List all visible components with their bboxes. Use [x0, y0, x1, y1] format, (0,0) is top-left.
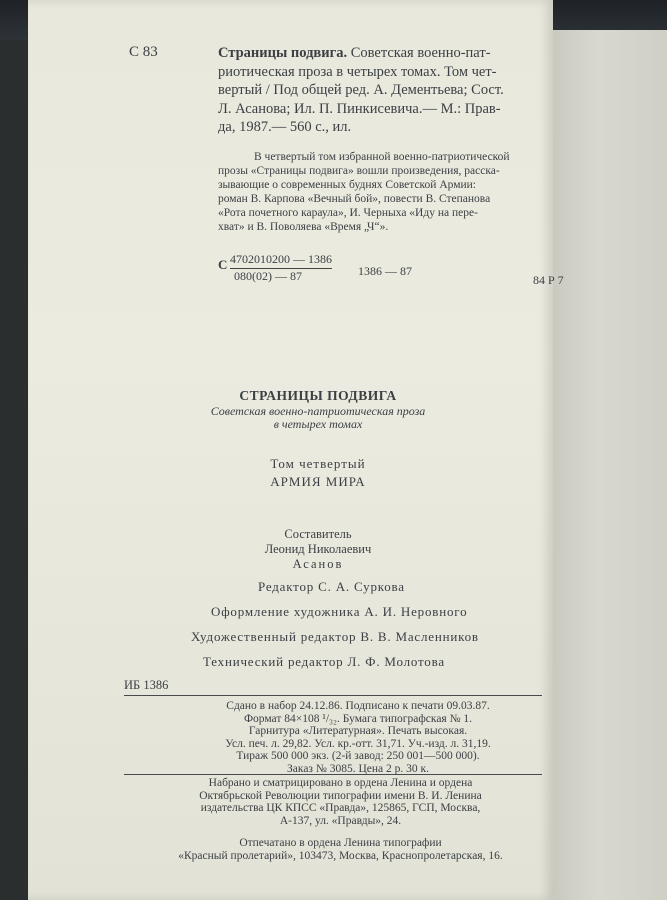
book-page	[28, 0, 564, 900]
annotation-line: хват» и В. Поволяева «Время „Ч“».	[218, 221, 389, 233]
annotation-line: прозы «Страницы подвига» вошли произведения, расска-	[218, 165, 500, 177]
divider	[124, 774, 542, 775]
compiler-surname: Асанов	[292, 557, 344, 571]
book-subtitle	[178, 405, 458, 431]
entry-line: Советская военно-пат-	[350, 45, 491, 61]
catalog-entry	[218, 44, 504, 137]
imprint-line: Тираж 500 000 экз. (2-й завод: 250 001—500 000).	[236, 750, 480, 762]
annotation	[218, 150, 510, 234]
compiler-label: Составитель	[284, 527, 352, 541]
printer-line: Октябрьской Революции типографии имени В. И. Ленина	[199, 789, 482, 802]
annotation-line: «Рота почетного караула», И. Черныха «Иду на пере-	[218, 207, 478, 219]
entry-line: вертый / Под общей ред. А. Дементьева; Сост.	[218, 82, 504, 98]
compiler-name: Леонид Николаевич	[264, 542, 372, 556]
credit-art-editor: Художественный редактор В. В. Масленников	[191, 629, 479, 644]
entry-line: Л. Асанова; Ил. П. Пинкисевича.— М.: Прав-	[218, 100, 501, 117]
entry-line: да, 1987.— 560 с., ил.	[218, 119, 352, 135]
printed-block	[128, 837, 553, 862]
imprint-line: Гарнитура «Литературная». Печать высокая.	[248, 725, 468, 737]
ib-number: ИБ 1386	[124, 678, 169, 692]
compiler-block	[178, 527, 458, 572]
next-page-edge	[552, 30, 667, 900]
credit-tech-editor: Технический редактор Л. Ф. Молотова	[203, 654, 445, 669]
printer-line: А-137, ул. «Правды», 24.	[279, 814, 402, 827]
volume-title: АРМИЯ МИРА	[270, 474, 366, 489]
annotation-line: зывающие о современных буднях Советской Армии:	[218, 179, 476, 191]
annotation-line: роман В. Карпова «Вечный бой», повести В. Степанова	[218, 193, 491, 205]
subtitle-line: Советская военно-патриотическая проза	[210, 404, 426, 418]
subtitle-line: в четырех томах	[273, 417, 363, 431]
imprint-line: Сдано в набор 24.12.86. Подписано к печати 09.03.87.	[226, 700, 490, 712]
annotation-line: В четвертый том избранной военно-патриотической	[254, 151, 510, 163]
bbk-code: 84 Р 7	[533, 273, 564, 287]
printer-block	[128, 777, 553, 827]
printer-line: издательства ЦК КПСС «Правда», 125865, ГСП, Москва,	[200, 802, 481, 814]
isbn-suffix: 1386 — 87	[358, 264, 412, 278]
isbn-numerator: 4702010200 — 1386	[230, 252, 332, 269]
printed-line: «Красный пролетарий», 103473, Москва, Краснопролетарская, 16.	[178, 849, 503, 862]
imprint-line: Усл. печ. л. 29,82. Усл. кр.-отт. 31,71. Уч.-изд. л. 31,19.	[225, 737, 491, 750]
volume-label: Том четвертый	[270, 456, 366, 471]
entry-line: риотическая проза в четырех томах. Том чет-	[218, 63, 497, 80]
book-title: СТРАНИЦЫ ПОДВИГА	[239, 388, 397, 403]
printer-line: Набрано и сматрицировано в ордена Ленина и ордена	[208, 777, 473, 789]
credit-design: Оформление художника А. И. Неровного	[211, 604, 468, 619]
divider	[124, 695, 542, 696]
imprint-line: Формат 84×108 ¹/₃₂. Бумага типографская № 1.	[243, 712, 473, 725]
imprint-block	[178, 700, 538, 775]
isbn-letter: С	[218, 257, 228, 272]
imprint-line: Заказ № 3085. Цена 2 р. 30 к.	[287, 762, 429, 775]
isbn-denominator: 080(02) — 87	[234, 269, 302, 283]
printed-line: Отпечатано в ордена Ленина типографии	[239, 837, 442, 849]
catalog-code: С 83	[129, 44, 158, 60]
credit-editor: Редактор С. А. Суркова	[258, 579, 405, 594]
entry-title: Страницы подвига.	[218, 45, 348, 61]
